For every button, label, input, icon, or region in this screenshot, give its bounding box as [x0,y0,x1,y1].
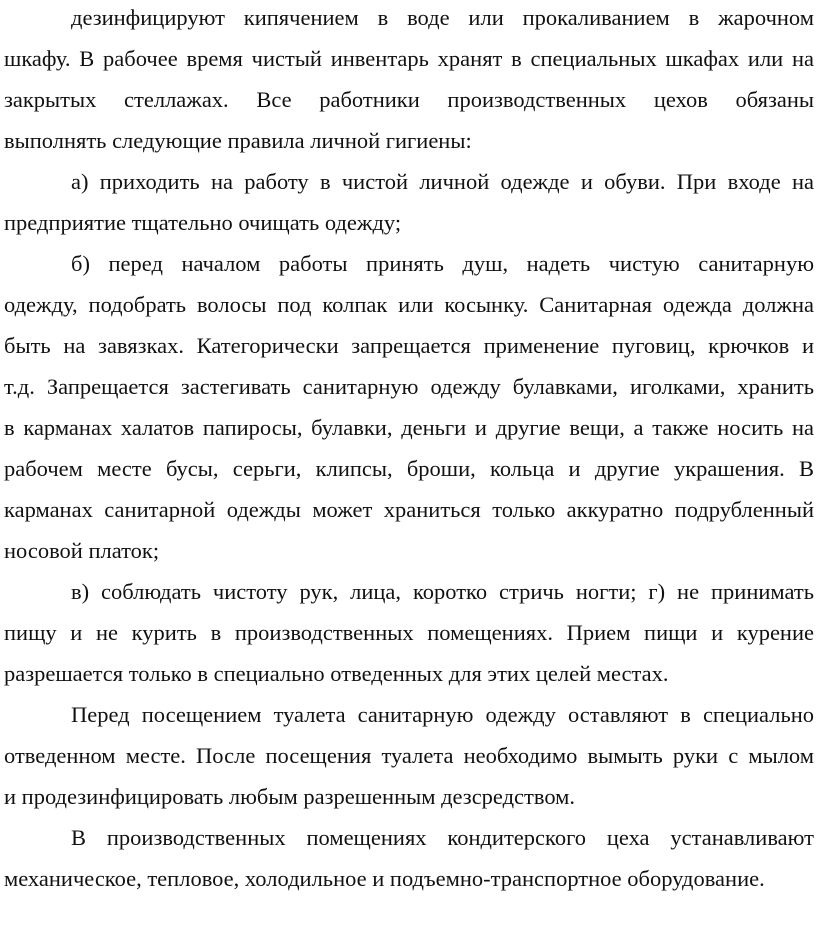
text-line: в карманах халатов папиросы, булавки, деньги и другие вещи, а также носить на [4,415,814,440]
text-line: одежду, подобрать волосы под колпак или косынку. Санитарная одежда должна [4,292,814,317]
text-line: и продезинфицировать любым разрешенным дезсредством. [4,784,576,809]
text-line: закрытых стеллажах. Все работники производственных цехов обязаны [4,87,814,112]
text-line: разрешается только в специально отведенных для этих целей местах. [4,661,669,686]
text-line: выполнять следующие правила личной гигиены: [4,128,472,153]
text-line: в) соблюдать чистоту рук, лица, коротко стричь ногти; г) не принимать [71,579,814,604]
text-line: а) приходить на работу в чистой личной одежде и обуви. При входе на [71,169,814,194]
text-line: пищу и не курить в производственных помещениях. Прием пищи и курение [4,620,814,645]
text-line: отведенном месте. После посещения туалета необходимо вымыть руки с мылом [4,743,814,768]
text-line: В производственных помещениях кондитерского цеха устанавливают [71,825,814,850]
text-line: Перед посещением туалета санитарную одежду оставляют в специально [71,702,814,727]
text-line: карманах санитарной одежды может храниться только аккуратно подрубленный [4,497,814,522]
text-line: быть на завязках. Категорически запрещается применение пуговиц, крючков и [4,333,814,358]
text-line: механическое, тепловое, холодильное и подъемно-транспортное оборудование. [4,866,765,891]
text-line: дезинфицируют кипячением в воде или прокаливанием в жарочном [71,5,814,30]
text-line: шкафу. В рабочее время чистый инвентарь хранят в специальных шкафах или на [4,46,814,71]
text-line: предприятие тщательно очищать одежду; [4,210,402,235]
text-line: б) перед началом работы принять душ, надеть чистую санитарную [71,251,814,276]
text-line: рабочем месте бусы, серьги, клипсы, броши, кольца и другие украшения. В [4,456,814,481]
text-line: носовой платок; [4,538,160,563]
text-line: т.д. Запрещается застегивать санитарную одежду булавками, иголками, хранить [4,374,814,399]
